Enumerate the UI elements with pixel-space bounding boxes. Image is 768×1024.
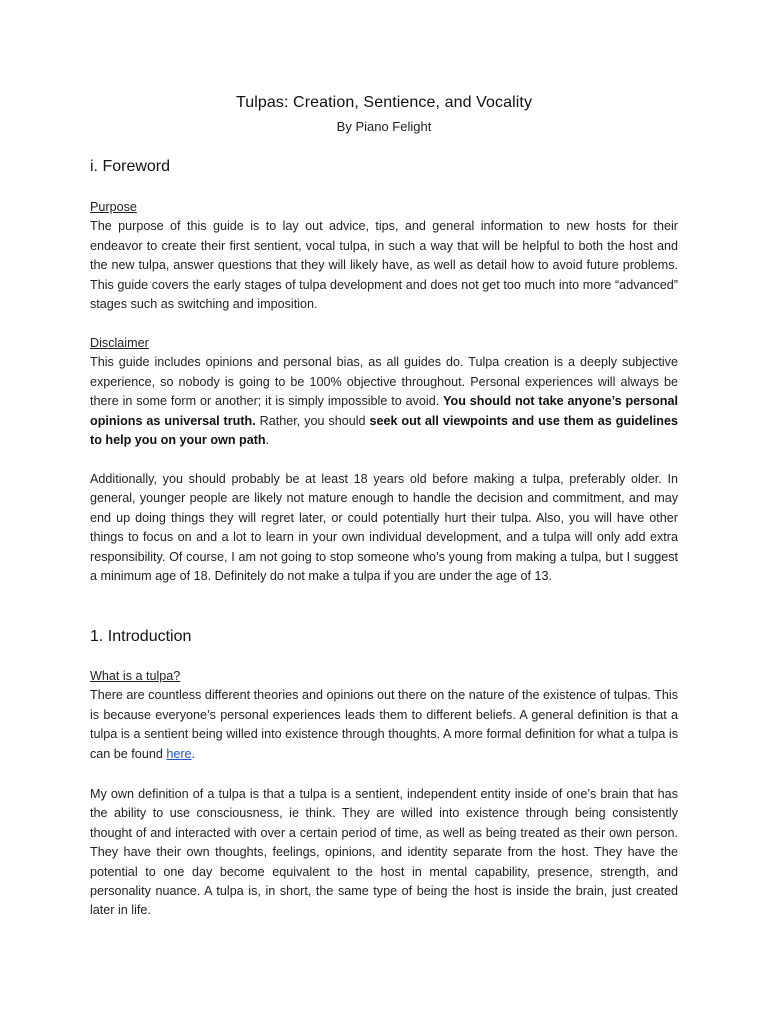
- document-title: Tulpas: Creation, Sentience, and Vocality: [235, 94, 533, 111]
- what-is-tulpa-text: There are countless different theories and opinions out there on the nature of the existence of tulpas. This is because everyone’s personal experiences leads them to different beliefs. A general definition is that a tulpa is a sentient being willed into existence through thoughts. A more formal definition for what a tulpa is can be found: [90, 688, 678, 761]
- disclaimer-block: [90, 334, 678, 450]
- document-author: By Piano Felight: [336, 119, 432, 134]
- subheading-disclaimer: Disclaimer: [90, 336, 149, 350]
- own-definition-paragraph: My own definition of a tulpa is that a tulpa is a sentient, independent entity inside of one’s brain that has the ability to use consciousness, ie think. They are willed into existence through being consistently thought of and interacted with over a certain period of time, as well as being treated as their own person. They have their own thoughts, feelings, opinions, and identity separate from the host. They have the potential to one day become equivalent to the host in mental capability, presence, strength, and personality nuance. A tulpa is, in short, the same type of being the host is inside the brain, just created later in life.: [90, 787, 678, 918]
- purpose-paragraph: The purpose of this guide is to lay out advice, tips, and general information to new hosts for their endeavor to create their first sentient, vocal tulpa, in such a way that will be helpful to both the host and the new tulpa, answer questions that they will likely have, as well as detail how to avoid future problems. This guide covers the early stages of tulpa development and does not get too much into more “advanced” stages such as switching and imposition.: [90, 219, 678, 312]
- own-definition-block: [90, 785, 678, 921]
- what-is-tulpa-block: [90, 667, 678, 764]
- disclaimer-text-2: Rather, you should: [255, 413, 370, 428]
- subheading-purpose: Purpose: [90, 200, 137, 214]
- section-heading-foreword: i. Foreword: [90, 158, 171, 175]
- purpose-block: [90, 198, 678, 314]
- section-heading-introduction: 1. Introduction: [90, 628, 192, 645]
- subheading-what-is-tulpa: What is a tulpa?: [90, 669, 181, 683]
- additional-block: [90, 470, 678, 586]
- disclaimer-bold-2: seek out all viewpoints and use them as guidelines to help you on your own path: [90, 413, 679, 448]
- disclaimer-text-1: This guide includes opinions and personal bias, as all guides do. Tulpa creation is a deeply subjective experience, so nobody is going to be 100% objective throughout. Personal experiences will always be there in some form or another; it is simply impossible to avoid.: [90, 355, 678, 409]
- disclaimer-bold-1: You should not take anyone’s personal opinions as universal truth.: [90, 394, 678, 428]
- disclaimer-paragraph: [90, 353, 678, 450]
- additional-paragraph: Additionally, you should probably be at least 18 years old before making a tulpa, preferably older. In general, younger people are likely not mature enough to handle the decision and commitment, and may end up doing things they will regret later, or could potentially hurt their tulpa. Also, you will have other things to focus on and a lot to learn in your own individual development, and a tulpa will only add extra responsibility. Of course, I am not going to stop someone who’s young from making a tulpa, but I suggest a minimum age of 18. Definitely do not make a tulpa if you are under the age of 13.: [90, 472, 678, 584]
- what-is-tulpa-paragraph: [90, 686, 678, 764]
- here-link[interactable]: here: [166, 746, 192, 761]
- what-is-tulpa-text-end: .: [191, 746, 196, 761]
- disclaimer-text-3: .: [265, 433, 270, 448]
